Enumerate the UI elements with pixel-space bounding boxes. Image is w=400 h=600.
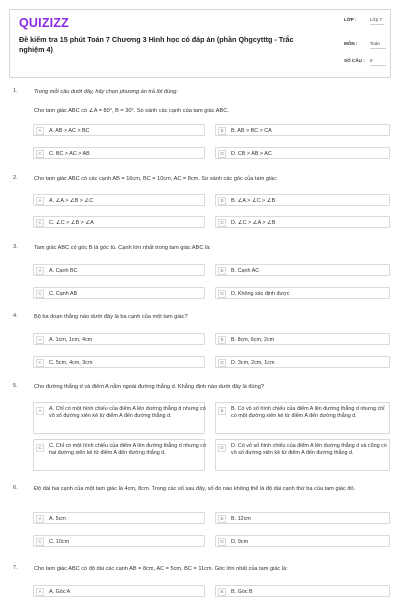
option-text: D. ∠C > ∠A > ∠B bbox=[231, 220, 276, 226]
lop-label: LỚP : bbox=[344, 17, 357, 22]
worksheet-meta bbox=[334, 10, 391, 77]
question-text: Trong mỗi câu dưới đây, hãy chọn phương án trả lời đúng: bbox=[34, 89, 178, 95]
option-letter: A bbox=[36, 267, 44, 275]
option-letter: A bbox=[36, 588, 44, 596]
question-text: Cho đường thẳng d và điểm A nằm ngoài đường thẳng d. Khẳng định nào dưới đây là đúng? bbox=[34, 384, 264, 390]
option-letter: A bbox=[36, 515, 44, 523]
option-text: D. CB > AB > AC bbox=[231, 151, 272, 157]
option-c[interactable] bbox=[33, 535, 205, 547]
option-text: A. 5cm bbox=[49, 516, 66, 522]
option-a[interactable] bbox=[33, 585, 205, 597]
option-text: B. Cạnh AC bbox=[231, 268, 260, 274]
option-letter: A bbox=[36, 127, 44, 135]
option-d[interactable] bbox=[215, 535, 390, 547]
option-text: A. Cạnh BC bbox=[49, 268, 78, 274]
option-letter: A bbox=[36, 407, 44, 415]
option-letter: A bbox=[36, 336, 44, 344]
option-text: D. Có vô số hình chiếu của điểm A lên đường thẳng d và cũng có vô số đường xiên kẻ từ điểm A đến đường thẳng d. bbox=[231, 443, 387, 456]
option-d[interactable] bbox=[215, 147, 390, 159]
option-c[interactable] bbox=[33, 216, 205, 228]
socau-value: 8 bbox=[370, 58, 386, 66]
question-number: 2. bbox=[13, 175, 18, 181]
option-letter: B bbox=[218, 336, 226, 344]
question-number: 7. bbox=[13, 565, 18, 571]
option-letter: B bbox=[218, 127, 226, 135]
option-letter: D bbox=[218, 290, 226, 298]
option-letter: B bbox=[218, 515, 226, 523]
option-text: B. 12cm bbox=[231, 516, 251, 522]
option-text: B. AB > BC > CA bbox=[231, 128, 272, 134]
option-b[interactable] bbox=[215, 585, 390, 597]
option-text: A. Góc A bbox=[49, 589, 71, 595]
option-text: C. Chỉ có một hình chiếu của điểm A lên đường thẳng d nhưng có hai đường xiên kẻ từ điểm A đến đường thẳng d. bbox=[49, 443, 206, 456]
option-b[interactable] bbox=[215, 264, 390, 276]
option-letter: C bbox=[36, 444, 44, 452]
option-text: C. ∠C > ∠B > ∠A bbox=[49, 220, 94, 226]
option-letter: D bbox=[218, 444, 226, 452]
option-text: C. BC > AC > AB bbox=[49, 151, 90, 157]
quizizz-logo: QUIZIZZ bbox=[19, 16, 70, 30]
option-b[interactable] bbox=[215, 194, 390, 206]
option-text: D. 9cm bbox=[231, 539, 249, 545]
option-c[interactable] bbox=[33, 287, 205, 299]
question-text: Tam giác ABC có góc B là góc tù. Cạnh lớn nhất trong tam giác ABC là: bbox=[34, 245, 211, 251]
option-c[interactable] bbox=[33, 147, 205, 159]
question-subtext: Cho tam giác ABC có ∠A = 80°, B = 30°. So sánh các cạnh của tam giác ABC. bbox=[34, 108, 229, 114]
option-letter: D bbox=[218, 538, 226, 546]
option-letter: C bbox=[36, 290, 44, 298]
question-text: Cho tam giác ABC có các cạnh AB = 16cm, BC = 10cm, AC = 8cm. So sánh các góc của tam giác: bbox=[34, 176, 278, 182]
worksheet-title: Đề kiểm tra 15 phút Toán 7 Chương 3 Hình học có đáp án (phần Qhgcytttg - Trắc nghiệm 4) bbox=[19, 35, 294, 54]
option-text: C. Cạnh AB bbox=[49, 291, 78, 297]
option-letter: C bbox=[36, 538, 44, 546]
option-d[interactable] bbox=[215, 439, 390, 471]
option-letter: B bbox=[218, 267, 226, 275]
question-number: 6. bbox=[13, 485, 18, 491]
option-d[interactable] bbox=[215, 356, 390, 368]
mon-label: MÔN : bbox=[344, 41, 358, 46]
question-text: Cho tam giác ABC có độ dài các cạnh AB = 8cm, AC = 5cm, BC = 11cm. Góc lớn nhất của tam giác là: bbox=[34, 566, 288, 572]
question-number: 3. bbox=[13, 244, 18, 250]
option-c[interactable] bbox=[33, 439, 205, 471]
option-a[interactable] bbox=[33, 512, 205, 524]
option-text: C. 10cm bbox=[49, 539, 70, 545]
option-text: D. Không xác định được bbox=[231, 291, 290, 297]
option-text: C. 5cm, 4cm, 3cm bbox=[49, 360, 93, 366]
option-b[interactable] bbox=[215, 512, 390, 524]
mon-value: Toán bbox=[370, 41, 386, 49]
option-letter: D bbox=[218, 219, 226, 227]
option-d[interactable] bbox=[215, 216, 390, 228]
option-text: B. Góc B bbox=[231, 589, 253, 595]
option-text: A. Chỉ có một hình chiếu của điểm A lên đường thẳng d nhưng có vô số đường xiên kẻ từ điểm A đến đường thẳng d. bbox=[49, 406, 206, 419]
option-a[interactable] bbox=[33, 264, 205, 276]
option-text: D. 3cm, 2cm, 1cm bbox=[231, 360, 275, 366]
option-text: B. ∠A > ∠C > ∠B bbox=[231, 198, 276, 204]
option-d[interactable] bbox=[215, 287, 390, 299]
option-a[interactable] bbox=[33, 333, 205, 345]
option-letter: C bbox=[36, 359, 44, 367]
option-letter: B bbox=[218, 197, 226, 205]
option-letter: B bbox=[218, 407, 226, 415]
option-a[interactable] bbox=[33, 194, 205, 206]
question-number: 1. bbox=[13, 88, 18, 94]
option-b[interactable] bbox=[215, 333, 390, 345]
option-letter: C bbox=[36, 150, 44, 158]
socau-label: SỐ CÂU : bbox=[344, 58, 365, 63]
lop-value: Lớp 7 bbox=[370, 17, 384, 25]
option-text: B. Có vô số hình chiếu của điểm A lên đường thẳng d nhưng chỉ có một đường xiên kẻ từ điểm A đến đường thẳng d. bbox=[231, 406, 385, 419]
option-text: A. ∠A > ∠B > ∠C bbox=[49, 198, 94, 204]
question-text: Bộ ba đoạn thẳng nào dưới đây là ba cạnh của một tam giác? bbox=[34, 314, 188, 320]
option-b[interactable] bbox=[215, 124, 390, 136]
option-letter: C bbox=[36, 219, 44, 227]
option-letter: D bbox=[218, 150, 226, 158]
option-a[interactable] bbox=[33, 402, 205, 434]
option-c[interactable] bbox=[33, 356, 205, 368]
question-text: Độ dài hai cạnh của một tam giác là 4cm, 8cm. Trong các số sau đây, số đo nào không thể là độ dài cạnh thứ ba của tam giác đó. bbox=[34, 486, 356, 492]
worksheet-header bbox=[9, 9, 391, 78]
option-letter: A bbox=[36, 197, 44, 205]
option-text: B. 8cm, 6cm, 2cm bbox=[231, 337, 275, 343]
question-number: 5. bbox=[13, 383, 18, 389]
option-letter: B bbox=[218, 588, 226, 596]
option-b[interactable] bbox=[215, 402, 390, 434]
question-number: 4. bbox=[13, 313, 18, 319]
option-a[interactable] bbox=[33, 124, 205, 136]
option-text: A. 1cm, 1cm, 4cm bbox=[49, 337, 93, 343]
option-text: A. AB > AC > BC bbox=[49, 128, 90, 134]
option-letter: D bbox=[218, 359, 226, 367]
